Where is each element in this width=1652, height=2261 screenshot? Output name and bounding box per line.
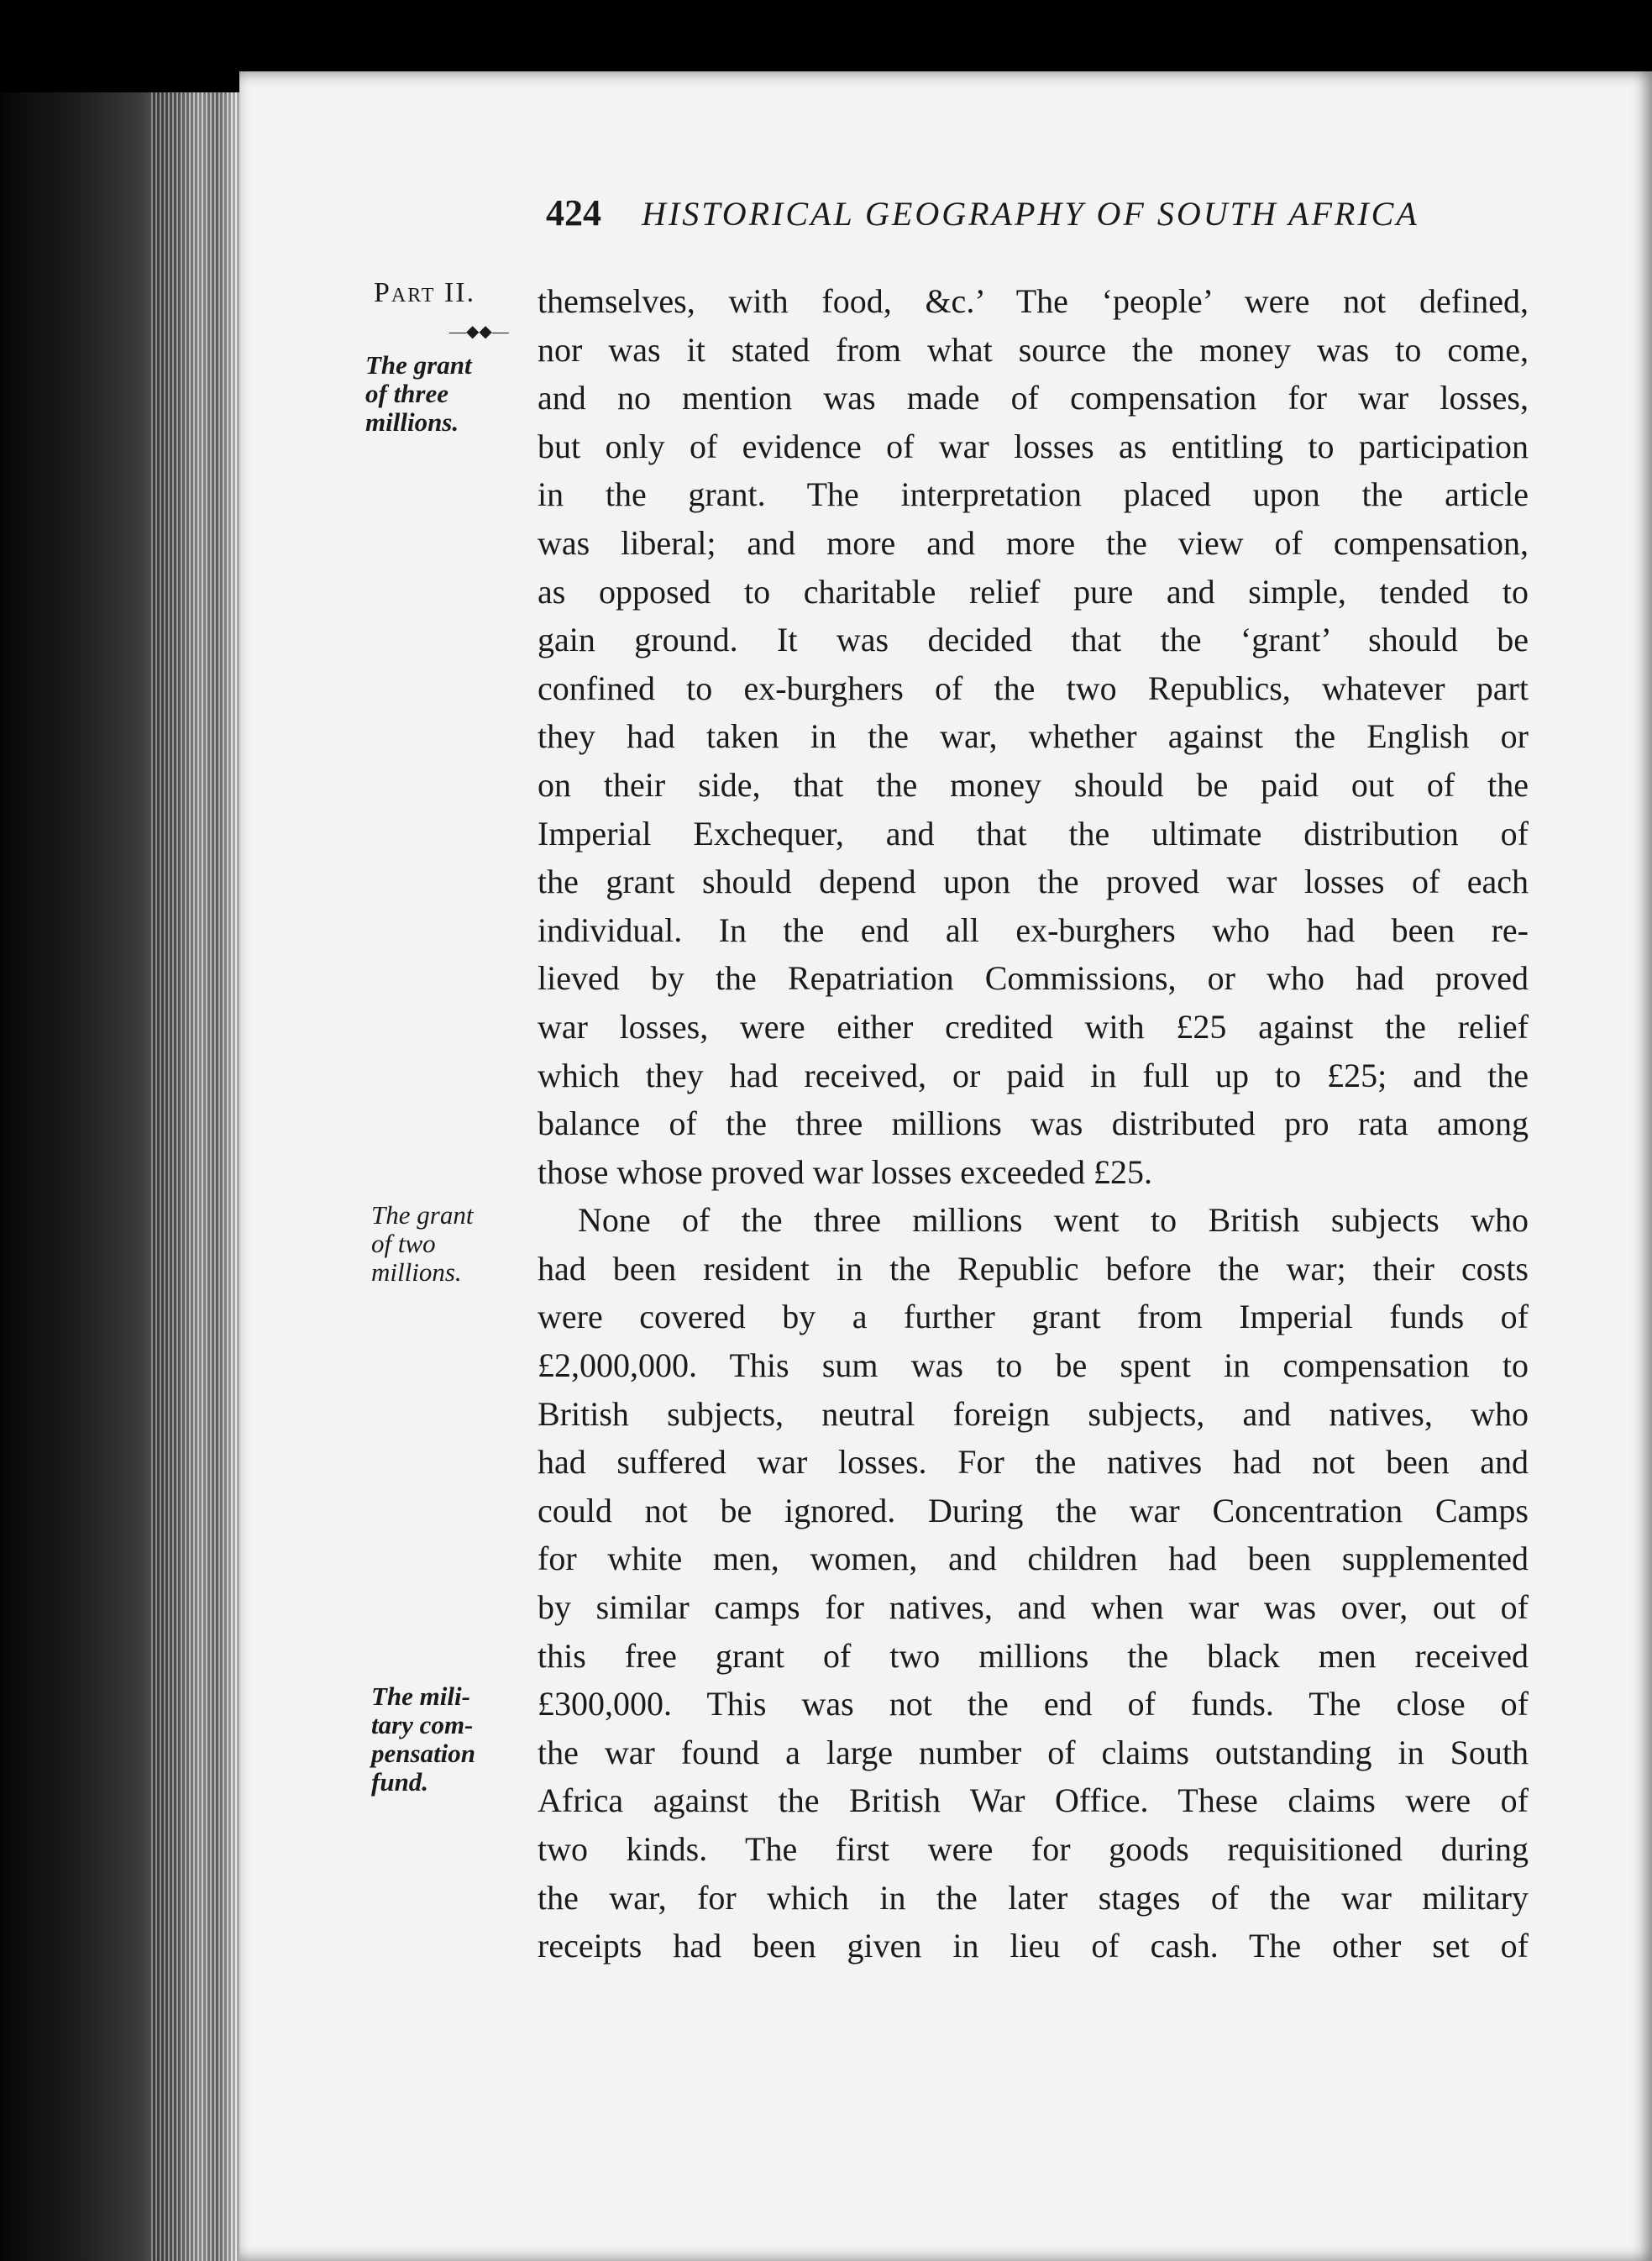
text-line: receipts had been given in lieu of cash. The other set of: [538, 1927, 1529, 1965]
sidenote-line: pensation: [371, 1739, 476, 1768]
text-line: individual. In the end all ex-burghers who had been re-: [538, 910, 1529, 949]
text-line: the grant should depend upon the proved war losses of each: [538, 863, 1529, 901]
part-label: Part II.: [374, 277, 476, 308]
sidenote-line: of two: [371, 1229, 436, 1258]
ornament: —◆◆—: [449, 323, 509, 341]
text-line: on their side, that the money should be paid out of the: [538, 765, 1529, 804]
sidenote-military-compensation-fund: [371, 1682, 475, 1797]
running-head: [546, 191, 1529, 250]
page-number: 424: [546, 192, 601, 233]
text-line: £2,000,000. This sum was to be spent in compensation to: [538, 1346, 1529, 1385]
sidenote-line: millions.: [365, 407, 459, 437]
sidenote-line: of three: [365, 379, 449, 408]
text-line: the war found a large number of claims outstanding in South: [538, 1733, 1529, 1771]
text-line: for white men, women, and children had been supplemented: [538, 1540, 1529, 1578]
sidenote-line: millions.: [371, 1257, 462, 1287]
text-line: which they had received, or paid in full up to £25; and the: [538, 1056, 1529, 1094]
paragraph-1: [538, 277, 1529, 1196]
text-line: had suffered war losses. For the natives had not been and: [538, 1443, 1529, 1482]
sidenote-line: tary com-: [371, 1710, 474, 1739]
text-line: gain ground. It was decided that the ‘grant’ should be: [538, 621, 1529, 659]
text-line: had been resident in the Republic before the war; their costs: [538, 1249, 1529, 1288]
text-line: None of the three millions went to British subjects who: [578, 1201, 1529, 1240]
text-line: Imperial Exchequer, and that the ultimate distribution of: [538, 814, 1529, 852]
text-line: the war, for which in the later stages of the war military: [538, 1878, 1529, 1917]
sidenote-line: The grant: [365, 350, 472, 380]
margin-notes: [340, 277, 533, 1957]
text-line: themselves, with food, &c.’ The ‘people’ were not defined,: [538, 282, 1529, 320]
sidenote-line: The grant: [371, 1200, 474, 1230]
text-line: in the grant. The interpretation placed upon the article: [538, 475, 1529, 514]
body-text: [538, 277, 1529, 1991]
sidenote-grant-three-millions: [365, 351, 472, 437]
text-line: war losses, were either credited with £25 against the relief: [538, 1007, 1529, 1046]
sidenote-line: The mili-: [371, 1681, 470, 1711]
sidenote-line: fund.: [371, 1767, 429, 1797]
text-line: was liberal; and more and more the view of compensation,: [538, 523, 1529, 562]
text-line: could not be ignored. During the war Concentration Camps: [538, 1491, 1529, 1529]
text-line: nor was it stated from what source the money was to come,: [538, 330, 1529, 369]
text-line: two kinds. The first were for goods requisitioned during: [538, 1830, 1529, 1868]
text-line: were covered by a further grant from Imperial funds of: [538, 1298, 1529, 1336]
sidenote-grant-two-millions: [371, 1201, 473, 1287]
text-line: lieved by the Repatriation Commissions, or who had proved: [538, 959, 1529, 998]
text-line: by similar camps for natives, and when war was over, out of: [538, 1588, 1529, 1627]
text-line: £300,000. This was not the end of funds. The close of: [538, 1685, 1529, 1723]
text-line: and no mention was made of compensation for war losses,: [538, 379, 1529, 417]
text-line: confined to ex-burghers of the two Republics, whatever part: [538, 669, 1529, 707]
paragraph-2: [538, 1196, 1529, 1970]
text-line: as opposed to charitable relief pure and simple, tended to: [538, 572, 1529, 611]
text-line: they had taken in the war, whether against the English or: [538, 717, 1529, 756]
text-line: this free grant of two millions the black men received: [538, 1636, 1529, 1675]
text-line: Africa against the British War Office. These claims were of: [538, 1781, 1529, 1820]
page-edges: [151, 92, 244, 2261]
text-line: British subjects, neutral foreign subjects, and natives, who: [538, 1394, 1529, 1433]
text-line: but only of evidence of war losses as entitling to participation: [538, 427, 1529, 465]
running-title: HISTORICAL GEOGRAPHY OF SOUTH AFRICA: [642, 195, 1419, 233]
text-line: those whose proved war losses exceeded £25.: [538, 1152, 1153, 1191]
text-line: balance of the three millions was distributed pro rata among: [538, 1104, 1529, 1143]
